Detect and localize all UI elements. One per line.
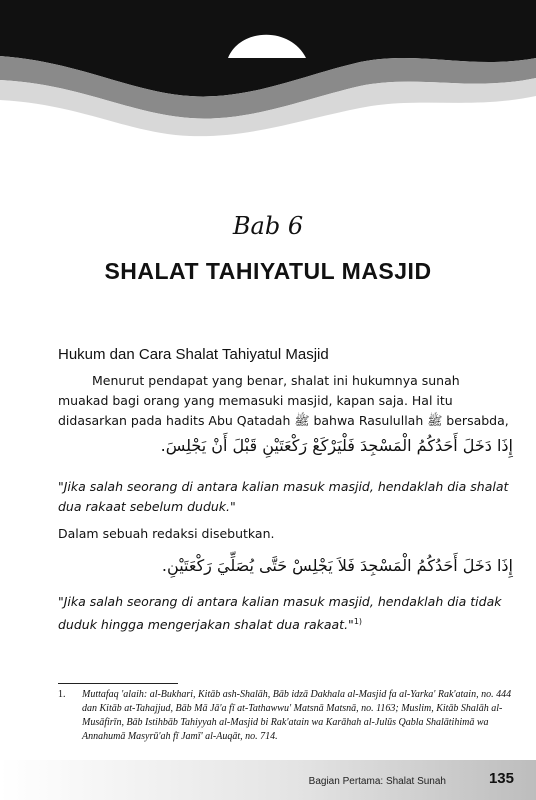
running-footer: Bagian Pertama: Shalat Sunah [308, 776, 446, 787]
footnote-divider [58, 683, 178, 684]
section-heading: Hukum dan Cara Shalat Tahiyatul Masjid [58, 346, 329, 363]
footnote-text: Muttafaq 'alaih: al-Bukhari, Kitāb ash-Shalāh, Bāb idzā Dakhala al-Masjid fa al-Yarka' Rak'atain, no. 444 dan Kitāb at-Tahajjud, Bāb Mā Jā'a fī at-Tathawwu' Matsnā Matsnā, no. 1163; Muslim, Kitāb Shalāh al-Musāfirīn, Bāb Istihbāb Tahiyyah al-Masjid bi Rak'atain wa Karāhah al-Julūs Qabla Shalātihimā wa Annahumā Masyrū'ah fī Jamī' al-Auqāt, no. 714. [82, 689, 512, 742]
chapter-label: Bab 6 [232, 212, 304, 240]
hadith-translation-2-text: "Jika salah seorang di antara kalian masuk masjid, hendaklah dia tidak duduk hingga mengerjakan shalat dua rakaat." [58, 594, 502, 633]
paragraph-redaction: Dalam sebuah redaksi disebutkan. [58, 526, 275, 541]
paragraph-intro: Menurut pendapat yang benar, shalat ini hukumnya sunah muakad bagi orang yang memasuki masjid, kapan saja. Hal itu didasarkan pada hadits Abu Qatadah ﷺ bahwa Rasulullah ﷺ bersabda, [58, 373, 509, 428]
page-number: 135 [488, 770, 514, 787]
footnote [58, 688, 513, 744]
footnote-reference: 1) [353, 617, 363, 626]
arabic-hadith-2: إِذَا دَخَلَ أَحَدُكُمُ الْمَسْجِدَ فَلاَ يَجْلِسْ حَتَّى يُصَلِّيَ رَكْعَتَيْنِ. [161, 556, 513, 575]
hadith-translation-1: "Jika salah seorang di antara kalian masuk masjid, hendaklah dia shalat dua rakaat sebelum duduk." [58, 479, 509, 514]
arabic-hadith-1: إِذَا دَخَلَ أَحَدُكُمُ الْمَسْجِدَ فَلْيَرْكَعْ رَكْعَتَيْنِ قَبْلَ أَنْ يَجْلِسَ. [160, 436, 513, 455]
footnote-number: 1. [58, 689, 66, 700]
hadith-translation-2 [58, 592, 513, 635]
header-decoration [0, 0, 536, 140]
chapter-title: SHALAT TAHIYATUL MASJID [104, 258, 432, 284]
footer-decoration [0, 760, 536, 800]
